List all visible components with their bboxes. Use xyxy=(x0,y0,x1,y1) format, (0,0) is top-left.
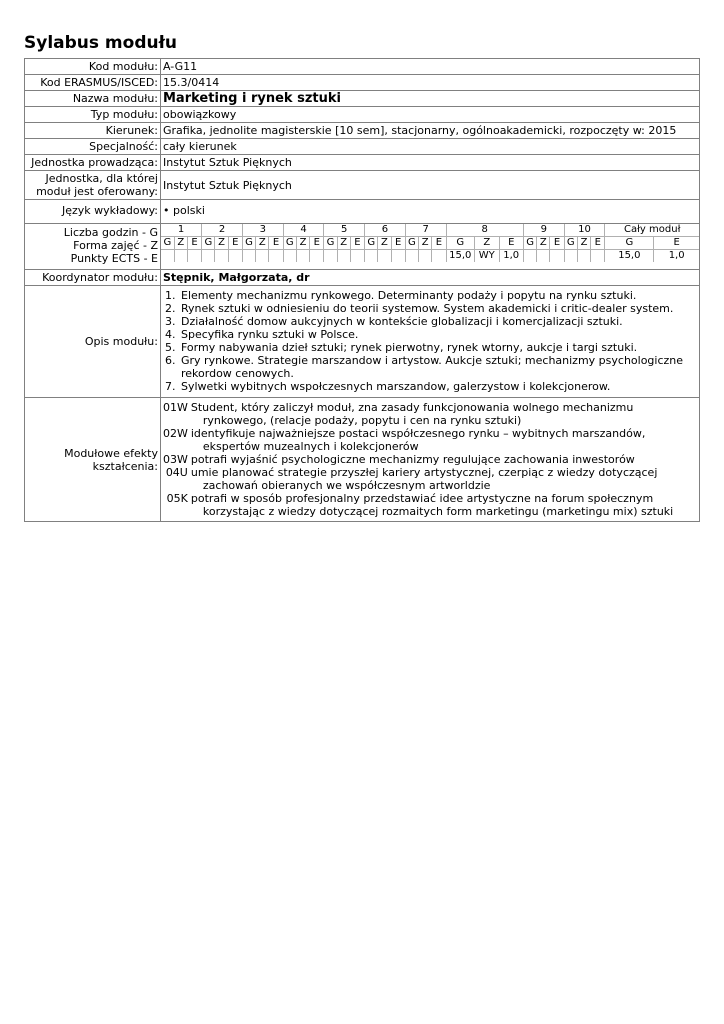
total-hours: 15,0 xyxy=(605,250,654,263)
efekt-code: 01W xyxy=(163,401,188,414)
kod-modulu-value: A-G11 xyxy=(161,59,700,75)
opis-label: Opis modułu: xyxy=(25,286,161,398)
efekt-item xyxy=(163,427,673,453)
efekt-line: identyfikuje najważniejsze postaci współczesnego rynku – wybitnych marszandów, xyxy=(190,427,646,440)
semester-9: 9 xyxy=(523,224,564,237)
kierunek-label: Kierunek: xyxy=(25,123,161,139)
efekt-text xyxy=(191,453,673,466)
nazwa-label: Nazwa modułu: xyxy=(25,91,161,107)
gze-g: G xyxy=(564,237,577,250)
efekt-item xyxy=(163,401,673,427)
efekt-line-cont: ekspertów muzealnych i kolekcjonerów xyxy=(202,440,419,453)
efekt-text xyxy=(191,401,673,427)
hours-grid xyxy=(161,224,699,262)
gze-e: E xyxy=(391,237,405,250)
jednostka-label: Jednostka prowadząca: xyxy=(25,155,161,171)
page-title: Sylabus modułu xyxy=(24,33,178,53)
row-opis xyxy=(25,286,700,398)
total-g-header: G xyxy=(605,237,654,250)
values-row xyxy=(161,250,699,263)
jezyk-value: • polski xyxy=(161,200,700,224)
gze-g: G xyxy=(202,237,215,250)
row-jezyk xyxy=(25,200,700,224)
total-ects: 1,0 xyxy=(654,250,699,263)
efekt-code: 04U xyxy=(165,466,188,479)
efekt-line-cont: zachowań obieranych we współczesnym artworldzie xyxy=(202,479,491,492)
opis-item: 4. Specyfika rynku sztuki w Polsce. xyxy=(179,328,697,341)
kod-erasmus-value: 15.3/0414 xyxy=(161,75,700,91)
row-kod-erasmus xyxy=(25,75,700,91)
semester-3: 3 xyxy=(242,224,283,237)
opis-list xyxy=(163,289,697,393)
efekt-line-cont: korzystając z wiedzy dotyczącej rozmaitych form marketingu (marketingu mix) sztuki xyxy=(202,505,674,518)
gze-e: E xyxy=(187,237,201,250)
gze-e: E xyxy=(228,237,242,250)
koordynator-value: Stępnik, Małgorzata, dr xyxy=(161,270,700,286)
gze-e: E xyxy=(591,237,605,250)
typ-value: obowiązkowy xyxy=(161,107,700,123)
gze-e: E xyxy=(499,237,523,250)
opis-item: 5. Formy nabywania dzieł sztuki; rynek pierwotny, rynek wtorny, aukcje i targi sztuki. xyxy=(179,341,697,354)
opis-value xyxy=(161,286,700,398)
sem8-form: WY xyxy=(475,250,499,263)
row-nazwa xyxy=(25,91,700,107)
syllabus-table xyxy=(24,58,700,522)
sem8-ects: 1,0 xyxy=(499,250,523,263)
typ-label: Typ modułu: xyxy=(25,107,161,123)
gze-z: Z xyxy=(537,237,550,250)
gze-g: G xyxy=(523,237,536,250)
gze-z: Z xyxy=(215,237,228,250)
semester-1: 1 xyxy=(161,224,202,237)
jezyk-label: Język wykładowy: xyxy=(25,200,161,224)
efekt-item xyxy=(163,466,673,492)
gze-e: E xyxy=(432,237,446,250)
gze-e: E xyxy=(550,237,564,250)
semester-8: 8 xyxy=(446,224,523,237)
sem8-hours: 15,0 xyxy=(446,250,475,263)
gze-g: G xyxy=(242,237,255,250)
total-e-header: E xyxy=(654,237,699,250)
efekt-line: Student, który zaliczył moduł, zna zasady funkcjonowania wolnego mechanizmu xyxy=(190,401,634,414)
kod-modulu-label: Kod modułu: xyxy=(25,59,161,75)
efekt-text xyxy=(191,427,673,453)
semester-total: Cały moduł xyxy=(605,224,699,237)
liczba-godzin-label: Liczba godzin - G xyxy=(63,226,158,239)
gze-header-row xyxy=(161,237,699,250)
opis-item: 6. Gry rynkowe. Strategie marszandow i artystow. Aukcje sztuki; mechanizmy psychologiczne rekordow cenowych. xyxy=(179,354,697,380)
opis-item: 2. Rynek sztuki w odniesieniu do teorii systemow. System akademicki i critic-dealer system. xyxy=(179,302,697,315)
gze-g: G xyxy=(324,237,337,250)
gze-z: Z xyxy=(475,237,499,250)
efekty-list xyxy=(163,401,673,518)
efekt-code: 02W xyxy=(163,427,188,440)
gze-z: Z xyxy=(296,237,309,250)
row-hours xyxy=(25,224,700,270)
row-typ xyxy=(25,107,700,123)
nazwa-value: Marketing i rynek sztuki xyxy=(161,91,700,107)
opis-item: 3. Działalność domow aukcyjnych w kontekście globalizacji i komercjalizacji sztuki. xyxy=(179,315,697,328)
row-jednostka xyxy=(25,155,700,171)
efekt-text xyxy=(191,466,673,492)
efekt-item xyxy=(163,453,673,466)
punkty-ects-label: Punkty ECTS - E xyxy=(70,252,158,265)
jednostka-oferowana-label: Jednostka, dla której moduł jest oferowany: xyxy=(25,171,161,200)
kod-erasmus-label: Kod ERASMUS/ISCED: xyxy=(25,75,161,91)
row-jednostka-oferowana xyxy=(25,171,700,200)
hours-labels xyxy=(25,224,161,270)
row-kierunek xyxy=(25,123,700,139)
opis-item: 7. Sylwetki wybitnych wspołczesnych marszandow, galerzystow i kolekcjonerow. xyxy=(179,380,697,393)
gze-z: Z xyxy=(378,237,391,250)
gze-z: Z xyxy=(337,237,350,250)
efekt-item xyxy=(163,492,673,518)
efekty-value xyxy=(161,398,700,522)
row-specjalnosc xyxy=(25,139,700,155)
row-koordynator xyxy=(25,270,700,286)
row-efekty xyxy=(25,398,700,522)
efekty-label: Modułowe efekty kształcenia: xyxy=(25,398,161,522)
gze-z: Z xyxy=(256,237,269,250)
gze-g: G xyxy=(365,237,378,250)
hours-grid-cell xyxy=(161,224,700,270)
koordynator-label: Koordynator modułu: xyxy=(25,270,161,286)
semester-2: 2 xyxy=(202,224,243,237)
jednostka-oferowana-value: Instytut Sztuk Pięknych xyxy=(161,171,700,200)
gze-e: E xyxy=(350,237,364,250)
gze-g: G xyxy=(283,237,296,250)
row-kod-modulu xyxy=(25,59,700,75)
efekt-line: potrafi wyjaśnić psychologiczne mechanizmy regulujące zachowania inwestorów xyxy=(190,453,635,466)
semester-4: 4 xyxy=(283,224,324,237)
gze-e: E xyxy=(310,237,324,250)
opis-item: 1. Elementy mechanizmu rynkowego. Determinanty podaży i popytu na rynku sztuki. xyxy=(179,289,697,302)
gze-g: G xyxy=(161,237,174,250)
efekt-code: 05K xyxy=(166,492,188,505)
forma-zajec-label: Forma zajęć - Z xyxy=(73,239,158,252)
efekt-line-cont: rynkowego, (relacje podaży, popytu i cen na rynku sztuki) xyxy=(202,414,522,427)
semester-10: 10 xyxy=(564,224,605,237)
gze-g: G xyxy=(446,237,475,250)
efekt-line: umie planować strategie przyszłej kariery artystycznej, czerpiąc z wiedzy dotyczącej xyxy=(190,466,658,479)
efekt-code: 03W xyxy=(163,453,188,466)
kierunek-value: Grafika, jednolite magisterskie [10 sem], stacjonarny, ogólnoakademicki, rozpoczęty w: 2015 xyxy=(161,123,700,139)
efekt-line: potrafi w sposób profesjonalny przedstawiać idee artystyczne na forum społecznym xyxy=(190,492,654,505)
semester-header-row xyxy=(161,224,699,237)
gze-z: Z xyxy=(419,237,432,250)
specjalnosc-label: Specjalność: xyxy=(25,139,161,155)
specjalnosc-value: cały kierunek xyxy=(161,139,700,155)
semester-7: 7 xyxy=(405,224,446,237)
efekt-text xyxy=(191,492,673,518)
gze-z: Z xyxy=(174,237,187,250)
gze-z: Z xyxy=(577,237,590,250)
jednostka-value: Instytut Sztuk Pięknych xyxy=(161,155,700,171)
semester-6: 6 xyxy=(365,224,406,237)
semester-5: 5 xyxy=(324,224,365,237)
gze-g: G xyxy=(405,237,418,250)
gze-e: E xyxy=(269,237,283,250)
